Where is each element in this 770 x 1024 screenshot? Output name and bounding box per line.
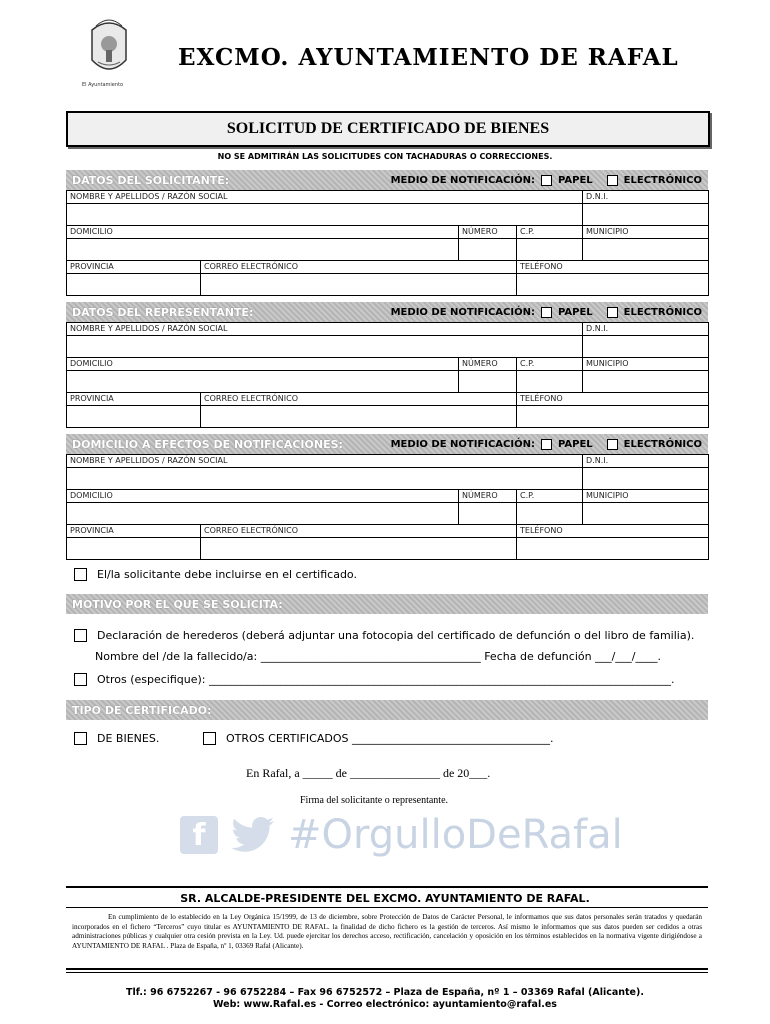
provincia-label: PROVINCIA <box>70 526 114 535</box>
signature-place-date[interactable]: En Rafal, a _____ de _______________ de 20___. <box>246 766 491 780</box>
cp-label: C.P. <box>520 359 535 368</box>
otros-cert-row <box>203 732 553 745</box>
provincia-field[interactable] <box>67 538 201 560</box>
cp-label: C.P. <box>520 491 535 500</box>
notif-label: MEDIO DE NOTIFICACIÓN: <box>390 306 535 318</box>
section-header <box>66 434 708 454</box>
municipio-label: MUNICIPIO <box>586 227 629 236</box>
bienes-checkbox[interactable] <box>74 732 87 745</box>
otros-cert-label: OTROS CERTIFICADOS ____________________________________. <box>226 732 554 745</box>
correo-label: CORREO ELECTRÓNICO <box>204 394 299 403</box>
electronico-checkbox[interactable] <box>607 307 618 318</box>
numero-field[interactable] <box>459 371 517 393</box>
section-title: DATOS DEL REPRESENTANTE: <box>72 305 254 319</box>
otros-label: Otros (especifique): ____________________________________________________________________________________. <box>97 673 675 686</box>
notification-method <box>391 307 702 318</box>
bienes-row <box>74 732 159 745</box>
numero-label: NÚMERO <box>462 359 498 368</box>
telefono-label: TELÉFONO <box>520 262 563 271</box>
papel-checkbox[interactable] <box>541 175 552 186</box>
notif-label: MEDIO DE NOTIFICACIÓN: <box>390 438 535 450</box>
domicilio-label: DOMICILIO <box>70 491 113 500</box>
cp-field[interactable] <box>517 503 583 525</box>
notification-address-table <box>66 454 709 560</box>
domicilio-label: DOMICILIO <box>70 227 113 236</box>
bienes-label: DE BIENES. <box>97 732 160 745</box>
include-applicant-checkbox[interactable] <box>74 568 87 581</box>
otros-checkbox[interactable] <box>74 673 87 686</box>
electronico-label: ELECTRÓNICO <box>623 174 702 186</box>
provincia-field[interactable] <box>67 406 201 428</box>
dni-field[interactable] <box>583 204 709 226</box>
section-tipo-header: TIPO DE CERTIFICADO: <box>66 700 708 720</box>
twitter-icon <box>230 816 276 854</box>
numero-label: NÚMERO <box>462 491 498 500</box>
dni-field[interactable] <box>583 336 709 358</box>
hashtag-text: #OrgulloDeRafal <box>288 812 623 858</box>
papel-checkbox[interactable] <box>541 307 552 318</box>
numero-label: NÚMERO <box>462 227 498 236</box>
applicant-table <box>66 190 709 296</box>
cp-label: C.P. <box>520 227 535 236</box>
nombre-field[interactable] <box>67 336 583 358</box>
cp-field[interactable] <box>517 371 583 393</box>
nombre-field[interactable] <box>67 468 583 490</box>
notif-label: MEDIO DE NOTIFICACIÓN: <box>390 174 535 186</box>
municipio-label: MUNICIPIO <box>586 359 629 368</box>
telefono-label: TELÉFONO <box>520 526 563 535</box>
section-title: DOMICILIO A EFECTOS DE NOTIFICACIONES: <box>72 437 343 451</box>
section-representante <box>66 302 708 428</box>
papel-checkbox[interactable] <box>541 439 552 450</box>
footer-rule-bottom <box>66 968 708 970</box>
provincia-label: PROVINCIA <box>70 262 114 271</box>
footer-rule-top <box>66 886 708 888</box>
form-notice: NO SE ADMITIRÁN LAS SOLICITUDES CON TACHADURAS O CORRECCIONES. <box>217 152 553 161</box>
include-applicant-label: El/la solicitante debe incluirse en el certificado. <box>97 568 357 581</box>
correo-field[interactable] <box>201 538 517 560</box>
telefono-field[interactable] <box>517 538 709 560</box>
notification-method <box>391 439 702 450</box>
section-header <box>66 170 708 190</box>
domicilio-field[interactable] <box>67 371 459 393</box>
dni-label: D.N.I. <box>586 192 609 201</box>
section-domicilio-notificaciones <box>66 434 708 560</box>
section-header <box>66 302 708 322</box>
papel-label: PAPEL <box>557 174 593 186</box>
facebook-icon: f <box>180 816 218 854</box>
hashtag-watermark <box>180 812 623 858</box>
contact-line-2: Web: www.Rafal.es - Correo electrónico: ayuntamiento@rafal.es <box>213 999 557 1010</box>
nombre-label: NOMBRE Y APELLIDOS / RAZÓN SOCIAL <box>70 324 228 333</box>
form-title: SOLICITUD DE CERTIFICADO DE BIENES <box>66 111 710 147</box>
correo-field[interactable] <box>201 406 517 428</box>
cp-field[interactable] <box>517 239 583 261</box>
footer-rule-mid <box>66 907 708 908</box>
dni-label: D.N.I. <box>586 324 609 333</box>
herederos-label: Declaración de herederos (deberá adjuntar una fotocopia del certificado de defunción o del libro de familia). <box>97 629 695 642</box>
nombre-label: NOMBRE Y APELLIDOS / RAZÓN SOCIAL <box>70 456 228 465</box>
correo-label: CORREO ELECTRÓNICO <box>204 526 299 535</box>
representative-table <box>66 322 709 428</box>
electronico-checkbox[interactable] <box>607 439 618 450</box>
correo-field[interactable] <box>201 274 517 296</box>
section-motivo-header: MOTIVO POR EL QUE SE SOLICITA: <box>66 594 708 614</box>
notification-method <box>391 175 702 186</box>
domicilio-field[interactable] <box>67 239 459 261</box>
crest-caption: El Ayuntamiento <box>82 82 124 88</box>
signature-caption: Firma del solicitante o representante. <box>300 795 449 806</box>
telefono-field[interactable] <box>517 274 709 296</box>
electronico-label: ELECTRÓNICO <box>623 438 702 450</box>
telefono-field[interactable] <box>517 406 709 428</box>
domicilio-field[interactable] <box>67 503 459 525</box>
section-title: DATOS DEL SOLICITANTE: <box>72 173 230 187</box>
electronico-checkbox[interactable] <box>607 175 618 186</box>
otros-cert-checkbox[interactable] <box>203 732 216 745</box>
town-crest-logo <box>84 12 134 82</box>
provincia-field[interactable] <box>67 274 201 296</box>
numero-field[interactable] <box>459 239 517 261</box>
domicilio-label: DOMICILIO <box>70 359 113 368</box>
provincia-label: PROVINCIA <box>70 394 114 403</box>
contact-line-1: Tlf.: 96 6752267 - 96 6752284 – Fax 96 6752572 – Plaza de España, nº 1 – 03369 Rafal (Alicante). <box>126 987 644 998</box>
municipio-field[interactable] <box>583 503 709 525</box>
nombre-field[interactable] <box>67 204 583 226</box>
herederos-row <box>74 629 694 642</box>
municipio-label: MUNICIPIO <box>586 491 629 500</box>
municipio-field[interactable] <box>583 239 709 261</box>
fallecido-line[interactable]: Nombre del /de la fallecido/a: ________________________________________ Fecha de defunción ___/___/____. <box>95 650 661 663</box>
correo-label: CORREO ELECTRÓNICO <box>204 262 299 271</box>
herederos-checkbox[interactable] <box>74 629 87 642</box>
section-solicitante <box>66 170 708 296</box>
papel-label: PAPEL <box>557 438 593 450</box>
addressee: SR. ALCALDE-PRESIDENTE DEL EXCMO. AYUNTAMIENTO DE RAFAL. <box>180 892 590 905</box>
data-protection-notice: En cumplimiento de lo establecido en la Ley Orgánica 15/1999, de 13 de diciembre, sobre Protección de Datos de Carácter Personal, le informamos que sus datos personales serán tratados y quedarán incorporados en el fichero “Terceros” cuyo titular es AYUNTAMIENTO DE RAFAL. la finalidad de dicho fichero es la gestión de terceros. Así mismo le informamos que sus datos pueden ser cedidos a otras administraciones públicas y cualquier otra cesión prevista en la Ley. Ud. puede ejercitar los derechos acceso, rectificación, cancelación y oposición en los términos establecidos en la normativa vigente dirigiéndose a AYUNTAMIENTO DE RAFAL . Plaza de España, nº 1, 03369 Rafal (Alicante). <box>72 913 702 950</box>
municipio-field[interactable] <box>583 371 709 393</box>
telefono-label: TELÉFONO <box>520 394 563 403</box>
footer-rule-bottom-thin <box>66 972 708 973</box>
include-applicant-row <box>74 568 357 581</box>
dni-label: D.N.I. <box>586 456 609 465</box>
otros-row <box>74 673 675 686</box>
electronico-label: ELECTRÓNICO <box>623 306 702 318</box>
page-header-title: EXCMO. AYUNTAMIENTO DE RAFAL <box>178 44 679 71</box>
dni-field[interactable] <box>583 468 709 490</box>
papel-label: PAPEL <box>557 306 593 318</box>
nombre-label: NOMBRE Y APELLIDOS / RAZÓN SOCIAL <box>70 192 228 201</box>
numero-field[interactable] <box>459 503 517 525</box>
